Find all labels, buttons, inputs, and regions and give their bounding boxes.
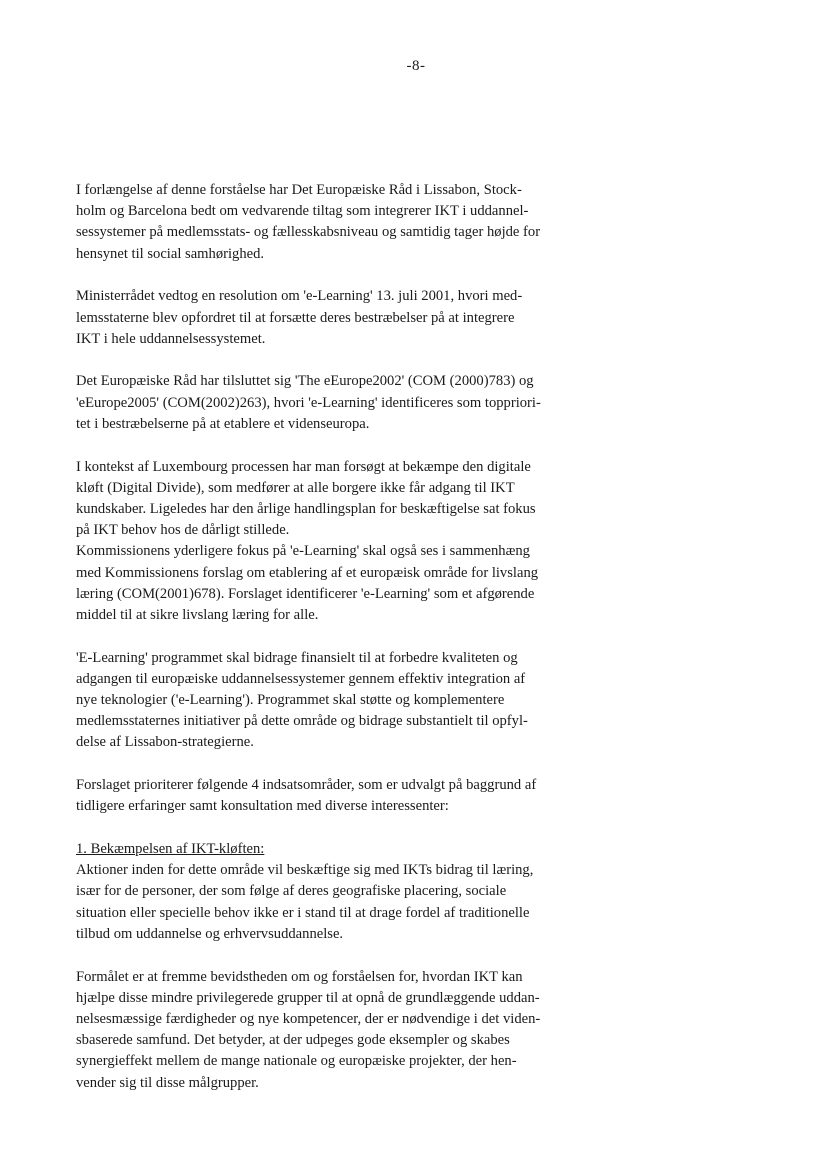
paragraph-digital-divide: I kontekst af Luxembourg processen har man forsøgt at bekæmpe den digitale kløft (Digital Divide), som medfører at alle borgere ikke får adgang til IKT kundskaber. Ligeledes har den årlige handlingsplan for beskæftigelse sat fokus på IKT behov hos de dårligt stillede.: [76, 458, 536, 539]
paragraph-actions: Aktioner inden for dette område vil beskæftige sig med IKTs bidrag til læring, især for de personer, der som følge af deres geografiske placering, sociale situation eller specielle behov ikke er i stand til at drage fordel af traditionelle tilbud om uddannelse og erhvervsuddannelse.: [76, 862, 534, 942]
section-heading: 1. Bekæmpelsen af IKT-kløften:: [76, 841, 265, 858]
paragraph-council-resolution: Ministerrådet vedtog en resolution om 'e-Learning' 13. juli 2001, hvori med- lemsstaterne blev opfordret til at forsætte deres bestræbelser på at integrere IKT i hele uddannelsessystemet.: [76, 288, 523, 347]
paragraph-priorities: Forslaget prioriterer følgende 4 indsatsområder, som er udvalgt på baggrund af tidligere erfaringer samt konsultation med diverse interessenter:: [76, 777, 537, 815]
paragraph-lissabon-council: I forlængelse af denne forståelse har Det Europæiske Råd i Lissabon, Stock- holm og Barcelona bedt om vedvarende tiltag som integrerer IKT i uddannel- sessystemer på medlemsstats- og fællesskabsniveau og samtidig tager højde for hensynet til social samhørighed.: [76, 182, 541, 262]
document-body: [76, 180, 588, 1115]
paragraph-lifelong-learning: Kommissionens yderligere fokus på 'e-Learning' skal også ses i sammenhæng med Kommissionens forslag om etablering af et europæisk område for livslang læring (COM(2001)678). Forslaget identificerer 'e-Learning' som et afgørende middel til at sikre livslang læring for alle.: [76, 543, 539, 623]
paragraph-programme-goal: 'E-Learning' programmet skal bidrage finansielt til at forbedre kvaliteten og adgangen til europæiske uddannelsessystemer gennem effektiv integration af nye teknologier ('e-Learning'). Programmet skal støtte og komplementere medlemsstaternes initiativer på dette område og bidrage substantielt til opfyl- delse af Lissabon-strategierne.: [76, 649, 528, 751]
paragraph-eeurope: Det Europæiske Råd har tilsluttet sig 'The eEurope2002' (COM (2000)783) og 'eEurope2005' (COM(2002)263), hvori 'e-Learning' identificeres som toppriori- tet i bestræbelserne på at etablere et videnseuropa.: [76, 373, 541, 432]
section-ikt-divide: [76, 839, 588, 945]
page-number: -8-: [406, 58, 426, 74]
paragraph-purpose: Formålet er at fremme bevidstheden om og forståelsen for, hvordan IKT kan hjælpe disse mindre privilegerede grupper til at opnå de grundlæggende uddan- nelsesmæssige færdigheder og nye kompetencer, der er nødvendige i det viden- sbaserede samfund. Det betyder, at der udpeges gode eksempler og skabes synergieffekt mellem de mange nationale og europæiske projekter, der hen- vender sig til disse målgrupper.: [76, 968, 541, 1091]
